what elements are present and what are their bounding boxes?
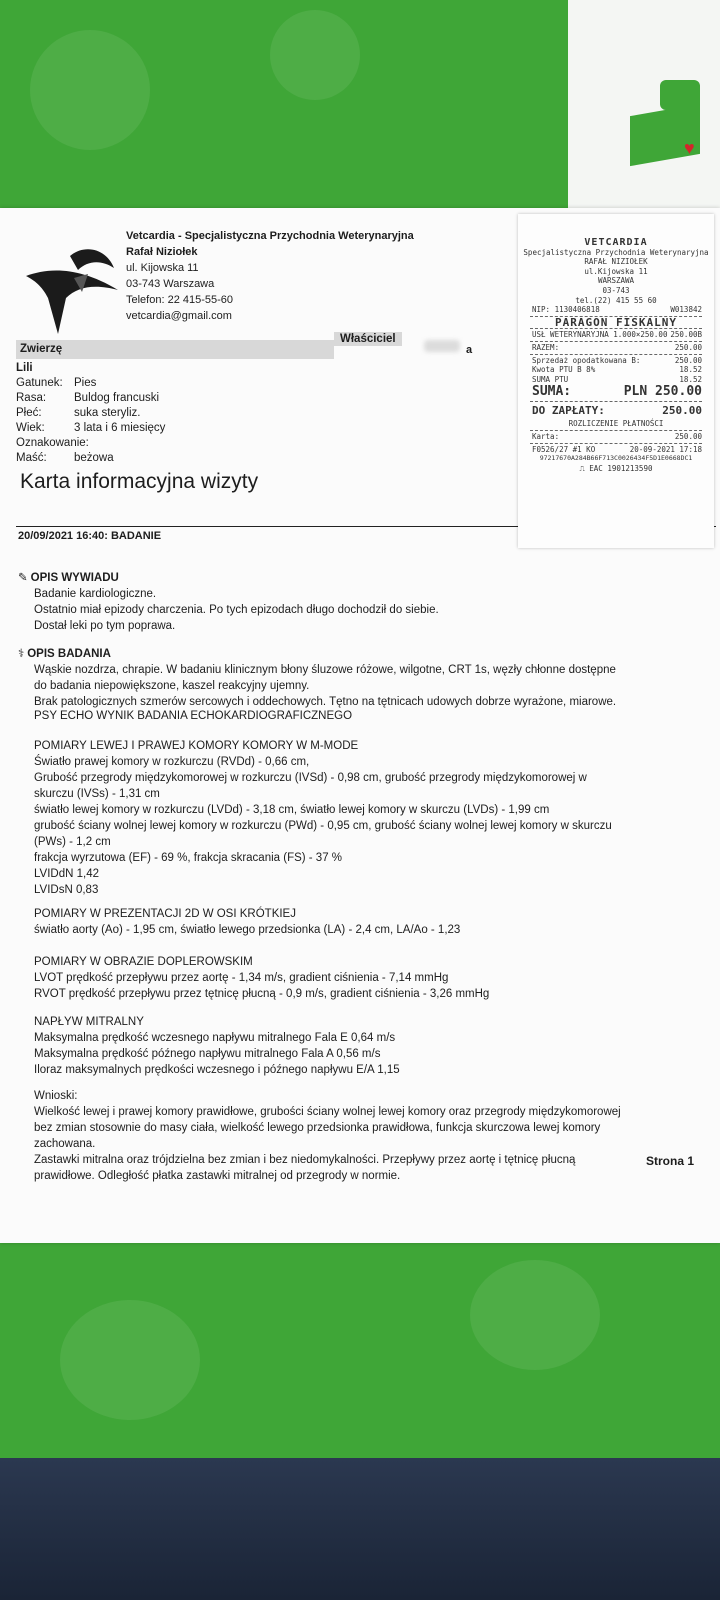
text-line: Wnioski: [34, 1090, 78, 1102]
clinic-street: ul. Kijowska 11 [126, 262, 199, 274]
mmode-block [34, 738, 704, 898]
receipt-separator [530, 401, 702, 402]
text-line: LVOT prędkość przepływu przez aortę - 1,34 m/s, gradient ciśnienia - 7,14 mmHg [34, 972, 449, 984]
text-line: bez zmian stosownie do masy ciała, wielkość lewego przedsionka prawidłowa, funkcja skurczowa lewej komory [34, 1122, 601, 1134]
paw-watermark [60, 1300, 200, 1420]
receipt-due-label: DO ZAPŁATY: [532, 404, 605, 418]
field-value: beżowa [74, 452, 114, 464]
receipt-nip: NIP: 1130406818 [532, 305, 600, 315]
text-line: Brak patologicznych szmerów sercowych i oddechowych. Tętno na tętnicach udowych dobrze wyrażone, miarowe. [34, 696, 617, 708]
receipt-total-row [518, 384, 714, 400]
pen-icon: ✎ [18, 572, 28, 584]
section-title-text: OPIS BADANIA [27, 648, 111, 660]
field-label: Wiek: [16, 422, 45, 434]
receipt-line: RAFAŁ NIZIOŁEK [584, 257, 648, 267]
wnioski-block [34, 1088, 704, 1184]
page-number: Strona 1 [646, 1154, 695, 1168]
receipt-item: USŁ WETERYNARYJNA 1.000×250.00 [532, 330, 668, 340]
receipt-line: WARSZAWA [597, 276, 635, 286]
receipt-separator [530, 430, 702, 431]
text-line: Maksymalna prędkość późnego napływu mitralnego Fala A 0,56 m/s [34, 1048, 381, 1060]
receipt-separator [530, 354, 702, 355]
receipt-separator [530, 443, 702, 444]
receipt-transaction: F0526/27 #1 KO [532, 444, 596, 454]
receipt-row [518, 365, 714, 375]
animal-info [16, 340, 346, 466]
text-line: prawidłowe. Odległość płatka zastawki mitralnej od przegrody w normie. [34, 1170, 401, 1182]
visit-header: 20/09/2021 16:40: BADANIE [18, 530, 162, 542]
receipt-type: PARAGON FISKALNY [555, 315, 677, 329]
text-line: POMIARY LEWEJ I PRAWEJ KOMORY KOMORY W M-MODE [34, 740, 359, 752]
text-line: światło aorty (Ao) - 1,95 cm, światło lewego przedsionka (LA) - 2,4 cm, LA/Ao - 1,23 [34, 924, 461, 936]
doppler-block [34, 954, 704, 1002]
paw-watermark [470, 1260, 600, 1370]
text-line: Iloraz maksymalnych prędkości wczesnego i późnego napływu E/A 1,15 [34, 1064, 400, 1076]
field-value: Pies [74, 377, 97, 389]
receipt-row [518, 330, 714, 340]
receipt-row [518, 305, 714, 315]
mitral-block [34, 1014, 704, 1078]
receipt-row [518, 343, 714, 353]
document-title: Karta informacyjna wizyty [20, 470, 259, 493]
text-line: do badania niepowiększone, kaszel reakcyjny ujemny. [34, 680, 310, 692]
receipt-line: Specjalistyczna Przychodnia Weterynaryjna [523, 247, 709, 257]
text-line: Zastawki mitralna oraz trójdzielna bez zmian i bez niedomykalności. Przepływy przez aortę i tętnicę płucną [34, 1154, 576, 1166]
fiscal-logo-icon: ⎍ [579, 463, 590, 473]
receipt-line: 03-743 [602, 285, 630, 295]
receipt-line: ul.Kijowska 11 [584, 266, 648, 276]
animal-field [16, 421, 346, 436]
receipt-amount: 250.00 [674, 431, 702, 441]
receipt-label: Sprzedaż opodatkowana B: [532, 355, 641, 365]
text-line: grubość ściany wolnej lewej komory w rozkurczu (PWd) - 0,95 cm, grubość ściany wolnej lewej komory w skurczu [34, 820, 612, 832]
text-line: NAPŁYW MITRALNY [34, 1016, 144, 1028]
animal-name: Lili [16, 362, 33, 374]
field-value: 3 lata i 6 miesięcy [74, 422, 166, 434]
text-line: RVOT prędkość przepływu przez tętnicę płucną - 0,9 m/s, gradient ciśnienia - 3,26 mmHg [34, 988, 490, 1000]
folder-logo-shape [660, 80, 700, 110]
receipt-amount: 250.00B [670, 330, 702, 340]
field-label: Płeć: [16, 407, 42, 419]
paw-watermark [270, 10, 360, 100]
text-line: skurczu (IVSs) - 1,31 cm [34, 788, 160, 800]
badania-text [34, 662, 704, 710]
receipt-label: RAZEM: [532, 342, 560, 352]
paw-watermark [30, 30, 150, 150]
text-line: Ostatnio miał epizody charczenia. Po tych epizodach długo dochodził do siebie. [34, 604, 439, 616]
clinic-name: Vetcardia - Specjalistyczna Przychodnia Weterynaryjna [126, 230, 414, 242]
receipt-date: 20-09-2021 17:18 [629, 444, 702, 454]
field-label: Gatunek: [16, 377, 63, 389]
receipt-row [518, 375, 714, 385]
receipt-row [518, 445, 714, 455]
clinic-phone: Telefon: 22 415-55-60 [126, 294, 234, 306]
echo-title: PSY ECHO WYNIK BADANIA ECHOKARDIOGRAFICZNEGO [34, 710, 353, 722]
animal-field [16, 391, 346, 406]
wywiad-text [34, 586, 704, 634]
vetcardia-bird-logo [18, 238, 122, 338]
receipt-row [518, 432, 714, 442]
text-line: Maksymalna prędkość wczesnego napływu mitralnego Fala E 0,64 m/s [34, 1032, 396, 1044]
animal-field [16, 436, 346, 451]
redacted-owner-name [424, 340, 460, 352]
receipt-amount: 18.52 [679, 374, 702, 384]
receipt-total-amount: PLN 250.00 [623, 384, 702, 400]
text-line: Dostał leki po tym poprawa. [34, 620, 176, 632]
clinic-city: 03-743 Warszawa [126, 278, 215, 290]
animal-field [16, 376, 346, 391]
fabric-background [0, 1458, 720, 1600]
text-line: POMIARY W OBRAZIE DOPLEROWSKIM [34, 956, 253, 968]
clinic-info [126, 228, 414, 324]
receipt-amount: 250.00 [674, 355, 702, 365]
receipt-due-amount: 250.00 [662, 404, 702, 418]
field-label: Maść: [16, 452, 47, 464]
field-value: suka steryliz. [74, 407, 141, 419]
stethoscope-icon: ⚕ [18, 648, 25, 660]
owner-name-partial: a [466, 344, 473, 356]
receipt-total-label: SUMA: [532, 384, 572, 400]
text-line: Badanie kardiologiczne. [34, 588, 157, 600]
section-title-text: OPIS WYWIADU [30, 572, 119, 584]
receipt-fiscal-number [518, 464, 714, 474]
text-line: frakcja wyrzutowa (EF) - 69 %, frakcja skracania (FS) - 37 % [34, 852, 343, 864]
receipt-line: tel.(22) 415 55 60 [575, 295, 657, 305]
text-line: światło lewej komory w rozkurczu (LVDd) - 3,18 cm, światło lewej komory w skurczu (LVDs) - 1,99 cm [34, 804, 550, 816]
receipt-line: ROZLICZENIE PŁATNOŚCI [568, 419, 664, 429]
text-line: POMIARY W PREZENTACJI 2D W OSI KRÓTKIEJ [34, 908, 296, 920]
text-line: Grubość przegrody międzykomorowej w rozkurczu (IVSd) - 0,98 cm, grubość przegrody międzykomorowej w [34, 772, 587, 784]
clinic-owner: Rafał Niziołek [126, 246, 198, 258]
clinic-email: vetcardia@gmail.com [126, 310, 232, 322]
receipt-row [518, 356, 714, 366]
text-line: Światło prawej komory w rozkurczu (RVDd) - 0,66 cm, [34, 756, 310, 768]
text-line: LVIDsN 0,83 [34, 884, 99, 896]
section-title-badania [18, 646, 111, 660]
receipt-nip-code: W013842 [670, 305, 702, 315]
text-line: Wielkość lewej i prawej komory prawidłowe, grubości ściany wolnej lewej komory oraz przegrody międzykomorowej [34, 1106, 621, 1118]
receipt-label: Kwota PTU B 8% [532, 365, 596, 375]
field-label: Oznakowanie: [16, 437, 89, 449]
animal-field [16, 451, 346, 466]
owner-header: Właściciel [334, 332, 402, 346]
heart-icon: ♥ [684, 138, 695, 158]
receipt-due-row [518, 403, 714, 419]
receipt-hash: 97217670A284B66F713C0026434F5D1E0668DC1 [539, 454, 693, 463]
text-line: Wąskie nozdrza, chrapie. W badaniu klinicznym błony śluzowe różowe, wilgotne, CRT 1s, węzły chłonne dostępne [34, 664, 616, 676]
field-label: Rasa: [16, 392, 47, 404]
animal-field [16, 406, 346, 421]
text-line: (PWs) - 1,2 cm [34, 836, 111, 848]
receipt-fiscal-text: EAC 1901213590 [589, 463, 653, 473]
receipt-shop-name: VETCARDIA [584, 237, 648, 248]
text-line: LVIDdN 1,42 [34, 868, 99, 880]
receipt-amount: 18.52 [679, 365, 702, 375]
section-title-wywiad [18, 570, 119, 584]
receipt-amount: 250.00 [674, 342, 702, 352]
text-line: zachowana. [34, 1138, 96, 1150]
field-value: Buldog francuski [74, 392, 160, 404]
receipt-label: Karta: [532, 431, 560, 441]
receipt-label: SUMA PTU [532, 374, 569, 384]
pres2d-block [34, 906, 704, 938]
fiscal-receipt [518, 214, 714, 548]
animal-header: Zwierzę [16, 340, 334, 359]
receipt-separator [530, 341, 702, 342]
